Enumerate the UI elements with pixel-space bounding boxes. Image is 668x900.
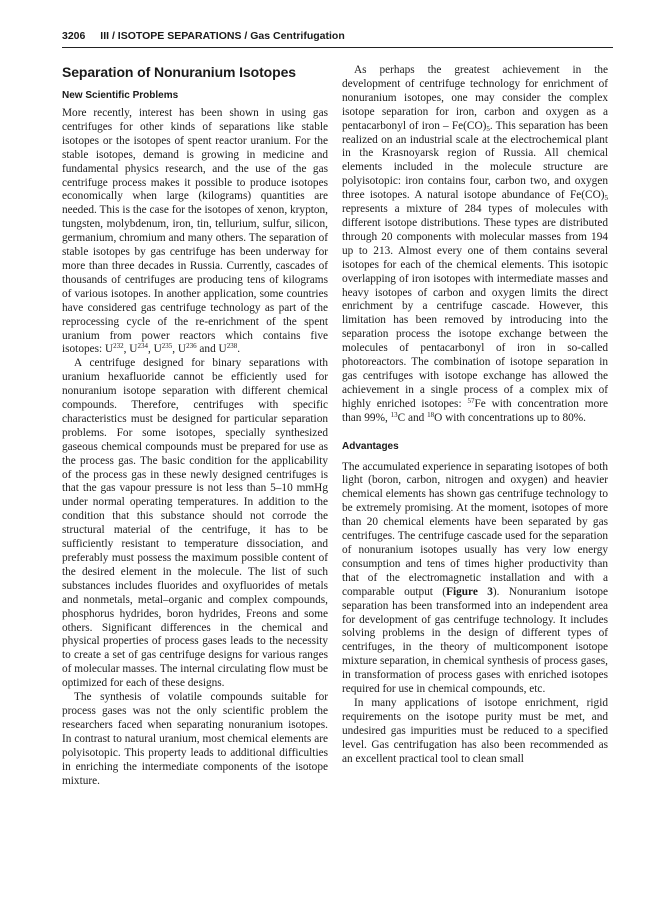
paragraph-2: A centrifuge designed for binary separations with uranium hexafluoride cannot be efficiently used for nonuranium isotope separation with different chemical compounds. Therefore, centrifuges with specific characteristics must be designed for particular separation problems. For some isotopes, specially synthesized gaseous chemical compounds must be prepared for use as the process gas. The basic condition for the applicability of the process gas in these newly designed centrifuges is that the gas vapour pressure is not less than 5–10 mmHg under normal operating temperatures. In addition to the condition that this substance should not corrode the structural material of the centrifuge, it has to be sufficiently resistant to temperature dissociation, and preferably must possess the maximum possible content of the desired element in the molecule. The list of such substances includes fluorides and oxyfluorides of metals and nonmetals, metal–organic and complex compounds, phosphorus hydrides, boron hydrides, Freons and some others. Significant differences in the chemical and physical properties of process gases leads to the necessity to create a set of gas centrifuge designs for various ranges of molecular masses. The internal circulating flow must be optimized for each of these designs. xyxy=(62,357,328,690)
subheading-advantages: Advantages xyxy=(342,440,399,452)
left-column xyxy=(62,64,328,788)
running-header xyxy=(62,30,613,48)
page-number: 3206 xyxy=(62,30,86,42)
section-title: III / ISOTOPE SEPARATIONS / Gas Centrifugation xyxy=(100,30,345,42)
paragraph-3: The synthesis of volatile compounds suitable for process gases was not the only scientific problem the researchers faced when separating nonuranium isotopes. In contrast to natural uranium, most chemical elements are polyisotopic. This property leads to additional difficulties in enriching the intermediate components of the isotope mixture. xyxy=(62,691,328,787)
paragraph-6: In many applications of isotope enrichment, rigid requirements on the isotope purity must be met, and undesired gas impurities must be reduced to a specified level. Gas centrifugation has also been recommended as an excellent practical tool to clean small xyxy=(342,696,608,765)
paragraph-4: As perhaps the greatest achievement in the development of centrifuge technology for enrichment of nonuranium isotopes, one may consider the complex isotope separation for iron, carbon and oxygen as a pentacarbonyl of iron – $Fe(CO)_5$. This separation has been realized on an industrial scale at the electrochemical plant in the Krasnoyarsk region of Russia. All chemical elements included in the molecule structure are polyisotopic: iron contains four, carbon two, and oxygen three isotopes. A natural isotope abundance of $Fe(CO)_5$ represents a mixture of 284 types of molecules with different isotope distributions. These types are distributed through 20 components with molecular masses from 194 up to 213. Almost every one of them contains several isotopes for each of the chemical elements. This isotopic overlapping of iron isotopes with intermediate masses and heavy isotopes of carbon and oxygen limits the direct enrichment by a centrifuge cascade. However, this limitation has been removed by introducing into the separation process the isotope exchange between the molecules of pentacarbonyl of iron in so-called photoreactors. The combination of isotope separation in gas centrifuges with isotope exchange has allowed the achievement in a single process of a complex mix of highly enriched isotopes: $^{57}$Fe with concentration more than 99%, $^{13}$C and $^{18}$O with concentrations up to 80%. xyxy=(342,64,609,424)
figure-reference[interactable]: Figure 3 xyxy=(446,585,493,598)
paragraph-5: The accumulated experience in separating isotopes of both light (boron, carbon, nitrogen and oxygen) and heavier chemical elements has shown gas centrifuge technology to be extremely promising. At the moment, isotopes of more than 20 chemical elements have been separated by gas centrifuges. The centrifuge cascade used for the separation of nonuranium isotopes usually has very low energy consumption and tens of times higher productivity than that of the electromagnetic installation and with a comparable output (Figure 3). Nonuranium isotope separation has been transformed into an independent area for development of gas centrifuge technology. It includes solving problems in the design of different types of centrifuges, in the theory of multicomponent isotope mixture separation, in chemical synthesis of process gases, in transformation of process gases with enriched isotopes required for use in chemical compounds, etc. xyxy=(342,460,608,696)
right-column xyxy=(342,64,608,767)
paragraph-1: More recently, interest has been shown in using gas centrifuges for other kinds of separations like stable isotopes or the isotopes of spent reactor uranium. For the stable isotopes, demand is growing in medicine and fundamental physics research, and the use of the gas centrifuge process makes it possible to produce isotopes economically when large (kilograms) quantities are needed. This is the case for the isotopes of xenon, krypton, tungsten, molybdenum, iron, tin, tellurium, sulfur, silicon, germanium, chromium and many others. The separation of stable isotopes by gas centrifuge has been underway for more than three decades in Russia. Currently, cascades of thousands of centrifuges are producing tens of kilograms of various isotopes. In another application, some countries have considered gas centrifuge technology as part of the reprocessing cycle of the re-enrichment of the spent uranium from power reactors which contains five isotopes: $U^{232}$, $U^{234}$, $U^{235}$, $U^{236}$ and $U^{238}$. xyxy=(62,107,328,356)
article-title: Separation of Nonuranium Isotopes xyxy=(62,64,296,80)
subheading-new-problems: New Scientific Problems xyxy=(62,90,179,101)
